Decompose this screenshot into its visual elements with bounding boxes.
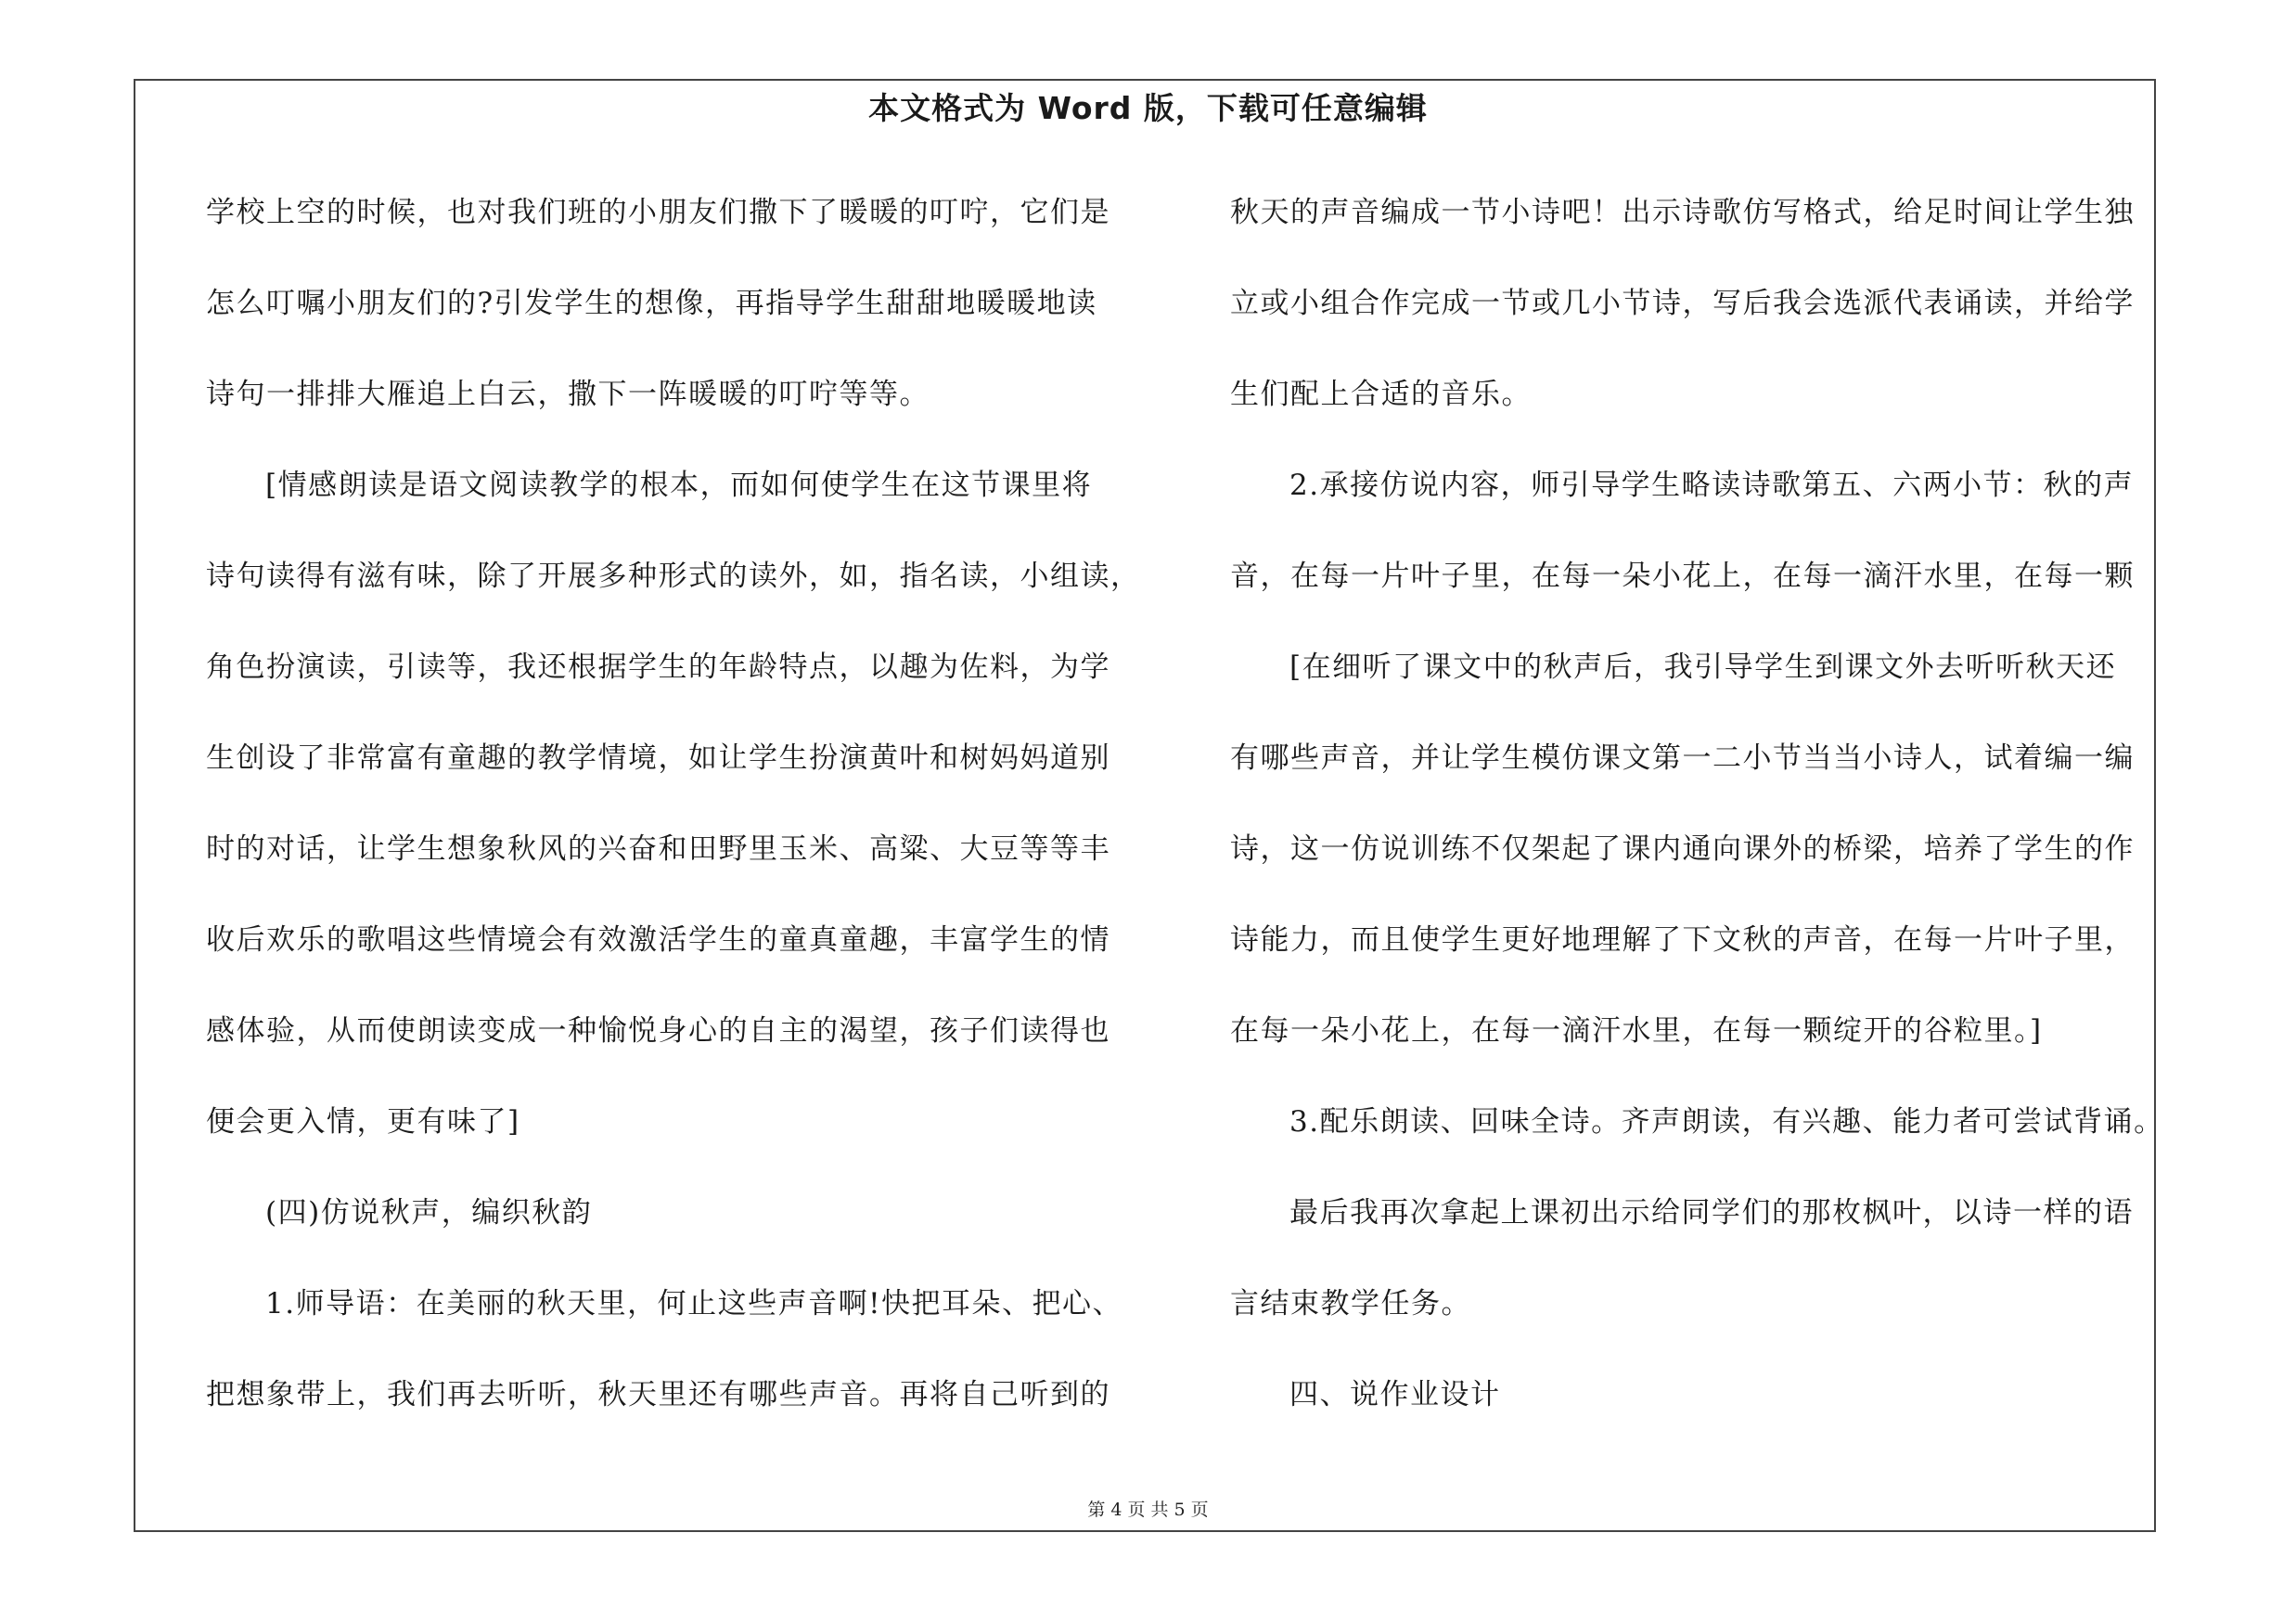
right-line-13: 言结束教学任务。	[1230, 1287, 1471, 1320]
right-line-10: 在每一朵小花上，在每一滴汗水里，在每一颗绽开的谷粒里。]	[1230, 1014, 2043, 1048]
left-line-7: 生创设了非常富有童趣的教学情境，如让学生扮演黄叶和树妈妈道别	[206, 741, 1110, 775]
right-text-column	[1230, 186, 2167, 1459]
right-line-14: 四、说作业设计	[1289, 1378, 1501, 1411]
left-line-11: 便会更入情，更有味了]	[206, 1105, 520, 1139]
right-line-7: 有哪些声音，并让学生模仿课文第一二小节当当小诗人，试着编一编	[1230, 741, 2135, 775]
left-line-1: 学校上空的时候，也对我们班的小朋友们撒下了暖暖的叮咛，它们是	[206, 196, 1110, 229]
left-text-column	[206, 186, 1141, 1459]
left-line-13: 1.师导语：在美丽的秋天里，何止这些声音啊!快把耳朵、把心、	[265, 1287, 1123, 1320]
right-line-9: 诗能力，而且使学生更好地理解了下文秋的声音，在每一片叶子里，	[1230, 923, 2135, 957]
right-line-12: 最后我再次拿起上课初出示给同学们的那枚枫叶，以诗一样的语	[1289, 1196, 2134, 1230]
left-line-12: (四)仿说秋声，编织秋韵	[265, 1196, 593, 1230]
left-line-8: 时的对话，让学生想象秋风的兴奋和田野里玉米、高粱、大豆等等丰	[206, 832, 1110, 866]
right-line-8: 诗，这一仿说训练不仅架起了课内通向课外的桥梁，培养了学生的作	[1230, 832, 2135, 866]
right-line-11: 3.配乐朗读、回味全诗。齐声朗读，有兴趣、能力者可尝试背诵。	[1289, 1105, 2164, 1139]
left-line-5: 诗句读得有滋有味，除了开展多种形式的读外，如，指名读，小组读，	[206, 560, 1141, 593]
left-line-9: 收后欢乐的歌唱这些情境会有效激活学生的童真童趣，丰富学生的情	[206, 923, 1110, 957]
left-line-2: 怎么叮嘱小朋友们的?引发学生的想像，再指导学生甜甜地暖暖地读	[206, 287, 1097, 320]
page-number-footer: 第 4 页 共 5 页	[1087, 1500, 1209, 1520]
right-line-5: 音，在每一片叶子里，在每一朵小花上，在每一滴汗水里，在每一颗	[1230, 560, 2135, 593]
right-line-6: [在细听了课文中的秋声后，我引导学生到课文外去听听秋天还	[1289, 650, 2117, 684]
left-line-3: 诗句一排排大雁追上白云，撒下一阵暖暖的叮咛等等。	[206, 378, 930, 411]
right-line-2: 立或小组合作完成一节或几小节诗，写后我会选派代表诵读，并给学	[1230, 287, 2135, 320]
left-line-14: 把想象带上，我们再去听听，秋天里还有哪些声音。再将自己听到的	[206, 1378, 1110, 1411]
right-line-1: 秋天的声音编成一节小诗吧！出示诗歌仿写格式，给足时间让学生独	[1230, 196, 2135, 229]
right-line-3: 生们配上合适的音乐。	[1230, 378, 1532, 411]
document-header-title: 本文格式为 Word 版，下载可任意编辑	[868, 90, 1428, 126]
left-line-6: 角色扮演读，引读等，我还根据学生的年龄特点，以趣为佐料，为学	[206, 650, 1110, 684]
left-line-4: [情感朗读是语文阅读教学的根本，而如何使学生在这节课里将	[265, 469, 1093, 502]
right-line-4: 2.承接仿说内容，师引导学生略读诗歌第五、六两小节：秋的声	[1289, 469, 2135, 502]
left-line-10: 感体验，从而使朗读变成一种愉悦身心的自主的渴望，孩子们读得也	[206, 1014, 1110, 1048]
